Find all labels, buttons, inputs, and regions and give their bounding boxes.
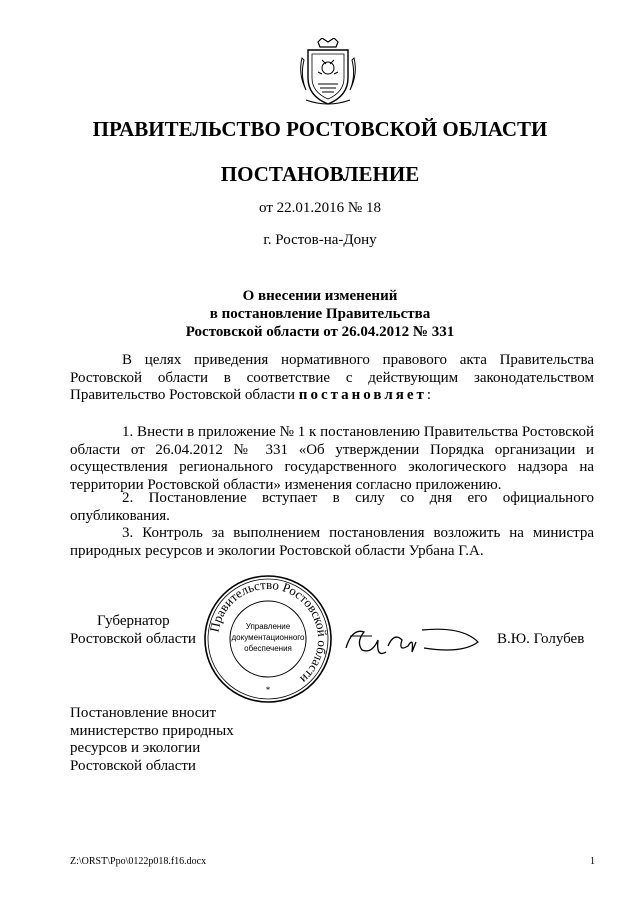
signatory-name: В.Ю. Голубев bbox=[497, 631, 585, 647]
file-path: Z:\ORST\Ppo\0122p018.f16.docx bbox=[70, 856, 207, 867]
preamble-verb: постановляет bbox=[298, 387, 427, 403]
position-line-1: Губернатор bbox=[97, 613, 170, 629]
document-type: ПОСТАНОВЛЕНИЕ bbox=[220, 162, 420, 186]
place: г. Ростов-на-Дону bbox=[263, 232, 377, 248]
subject-line-2: в постановление Правительства bbox=[209, 306, 431, 322]
item-1-paragraph: 1. Внести в приложение № 1 к постановлению Правительства Ростовской области от 26.04.2012 № 331 «Об утверждении Порядка организации и осуществления регионального государственного экологического надзора на территории Ростовской области» изменения согласно приложению. bbox=[70, 424, 594, 493]
subject-line-3: Ростовской области от 26.04.2012 № 331 bbox=[185, 324, 455, 340]
stamp-center-line-2: документационного bbox=[231, 633, 305, 642]
position-line-2: Ростовской области bbox=[70, 630, 196, 647]
coat-of-arms-emblem bbox=[296, 38, 360, 108]
note-line-2: министерство природных bbox=[70, 722, 234, 739]
item-3-paragraph: 3. Контроль за выполнением постановления возложить на министра природных ресурсов и экологии Ростовской области Урбана Г.А. bbox=[70, 525, 594, 559]
preamble-text: В целях приведения нормативного правового акта Правительства Ростовской области в соответствие с действующим законодательством Правительство Ростовской области bbox=[70, 352, 594, 403]
stamp-center-line-1: Управление bbox=[245, 622, 291, 631]
svg-text:*: * bbox=[265, 685, 271, 695]
note-line-1: Постановление вносит bbox=[70, 705, 217, 721]
government-title: ПРАВИТЕЛЬСТВО РОСТОВСКОЙ ОБЛАСТИ bbox=[92, 117, 548, 141]
preamble-paragraph bbox=[70, 352, 594, 405]
page-number: 1 bbox=[590, 856, 595, 867]
date-number: от 22.01.2016 № 18 bbox=[259, 200, 381, 216]
preamble-end: : bbox=[426, 387, 432, 403]
stamp-ring-text: Правительство Ростовской области bbox=[206, 576, 331, 687]
handwritten-signature bbox=[342, 618, 482, 666]
document-subject bbox=[0, 287, 640, 341]
note-line-3: ресурсов и экологии bbox=[70, 740, 201, 756]
item-2-paragraph: 2. Постановление вступает в силу со дня его официального опубликования. bbox=[70, 490, 594, 524]
note-line-4: Ростовской области bbox=[70, 757, 196, 774]
official-stamp bbox=[202, 573, 334, 705]
subject-line-1: О внесении изменений bbox=[242, 288, 398, 304]
submitter-note bbox=[70, 705, 234, 775]
stamp-center-line-3: обеспечения bbox=[244, 644, 292, 653]
signatory-position bbox=[70, 613, 196, 648]
